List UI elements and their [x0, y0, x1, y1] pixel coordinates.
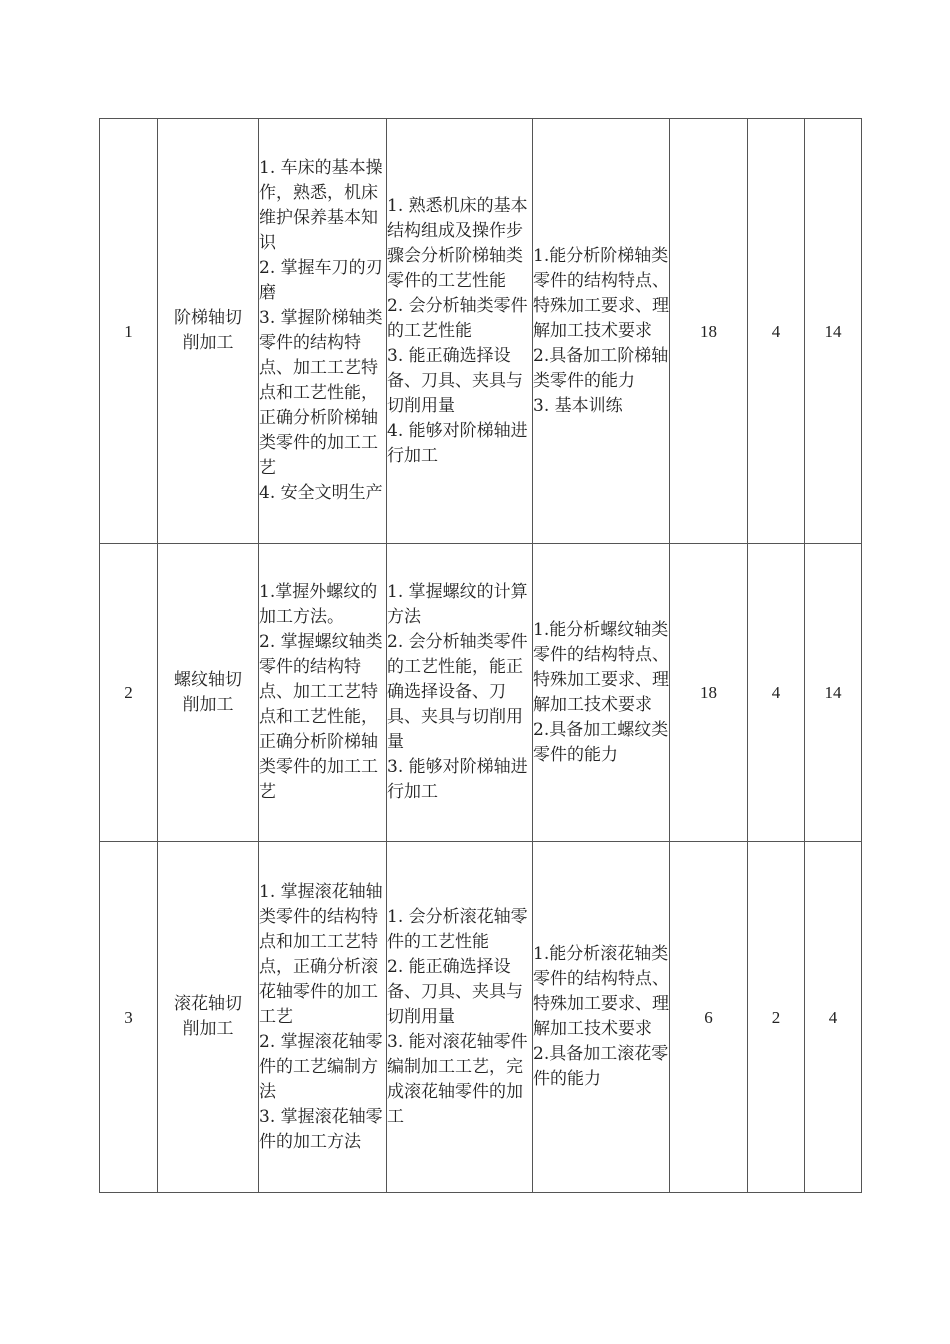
theory-hours: 4: [748, 119, 805, 544]
ability-line: 3. 基本训练: [533, 395, 623, 416]
content-cell: [259, 119, 387, 544]
content-line: 1.掌握外螺纹的加工方法。: [259, 582, 378, 627]
item-name: [158, 544, 259, 842]
content-cell: [259, 544, 387, 842]
requirement-line: 1. 掌握螺纹的计算方法: [387, 582, 528, 627]
item-name-text: 螺纹轴切削加工: [174, 669, 242, 715]
requirement-line: 2. 会分析轴类零件的工艺性能，能正确选择设备、刀具、夹具与切削用量: [387, 632, 528, 752]
theory-hours: 4: [748, 544, 805, 842]
ability-line: 2.具备加工螺纹类零件的能力: [533, 719, 669, 765]
ability-line: 2.具备加工阶梯轴类零件的能力: [533, 345, 669, 391]
requirement-line: 1. 会分析滚花轴零件的工艺性能: [387, 906, 528, 952]
requirement-line: 2. 能正确选择设备、刀具、夹具与切削用量: [387, 956, 523, 1027]
table-row: [100, 119, 862, 544]
content-line: 1. 车床的基本操作，熟悉，机床维护保养基本知识: [259, 158, 383, 253]
total-hours: 18: [670, 119, 748, 544]
content-line: 3. 掌握阶梯轴类零件的结构特点、加工工艺特点和工艺性能，正确分析阶梯轴类零件的加工工艺: [259, 308, 383, 478]
total-hours: 6: [670, 842, 748, 1193]
content-line: 3. 掌握滚花轴零件的加工方法: [259, 1106, 383, 1152]
abilities-cell: [533, 119, 670, 544]
content-line: 2. 掌握螺纹轴类零件的结构特点、加工工艺特点和工艺性能，正确分析阶梯轴类零件的加工工艺: [259, 632, 383, 802]
practice-hours: 14: [805, 119, 862, 544]
requirement-line: 3. 能正确选择设备、刀具、夹具与切削用量: [387, 345, 523, 416]
item-name: [158, 842, 259, 1193]
ability-line: 1.能分析螺纹轴类零件的结构特点、特殊加工要求、理解加工技术要求: [533, 619, 669, 715]
table-row: [100, 842, 862, 1193]
requirements-cell: [387, 544, 533, 842]
content-line: 2. 掌握滚花轴零件的工艺编制方法: [259, 1031, 383, 1102]
ability-line: 1.能分析滚花轴类零件的结构特点、特殊加工要求、理解加工技术要求: [533, 944, 669, 1039]
practice-hours: 14: [805, 544, 862, 842]
abilities-cell: [533, 544, 670, 842]
requirement-line: 2. 会分析轴类零件的工艺性能: [387, 295, 528, 341]
item-number: 1: [100, 119, 158, 544]
content-line: 1. 掌握滚花轴轴类零件的结构特点和加工工艺特点，正确分析滚花轴零件的加工工艺: [259, 881, 383, 1027]
practice-hours: 4: [805, 842, 862, 1193]
content-line: 2. 掌握车刀的刃磨: [259, 258, 383, 303]
requirements-cell: [387, 842, 533, 1193]
abilities-cell: [533, 842, 670, 1193]
ability-line: 2.具备加工滚花零件的能力: [533, 1044, 669, 1089]
content-line: 4. 安全文明生产: [259, 483, 383, 503]
table-row: [100, 544, 862, 842]
total-hours: 18: [670, 544, 748, 842]
item-number: 2: [100, 544, 158, 842]
ability-line: 1.能分析阶梯轴类零件的结构特点、特殊加工要求、理解加工技术要求: [533, 245, 669, 341]
requirement-line: 3. 能对滚花轴零件编制加工工艺，完成滚花轴零件的加工: [387, 1031, 528, 1127]
item-name-text: 阶梯轴切削加工: [174, 308, 242, 353]
requirement-line: 1. 熟悉机床的基本结构组成及操作步骤会分析阶梯轴类零件的工艺性能: [387, 195, 528, 291]
requirement-line: 3. 能够对阶梯轴进行加工: [387, 757, 528, 802]
requirements-cell: [387, 119, 533, 544]
item-name: [158, 119, 259, 544]
requirement-line: 4. 能够对阶梯轴进行加工: [387, 420, 528, 466]
content-cell: [259, 842, 387, 1193]
course-table: [99, 118, 862, 1193]
theory-hours: 2: [748, 842, 805, 1193]
item-name-text: 滚花轴切削加工: [174, 994, 242, 1039]
item-number: 3: [100, 842, 158, 1193]
